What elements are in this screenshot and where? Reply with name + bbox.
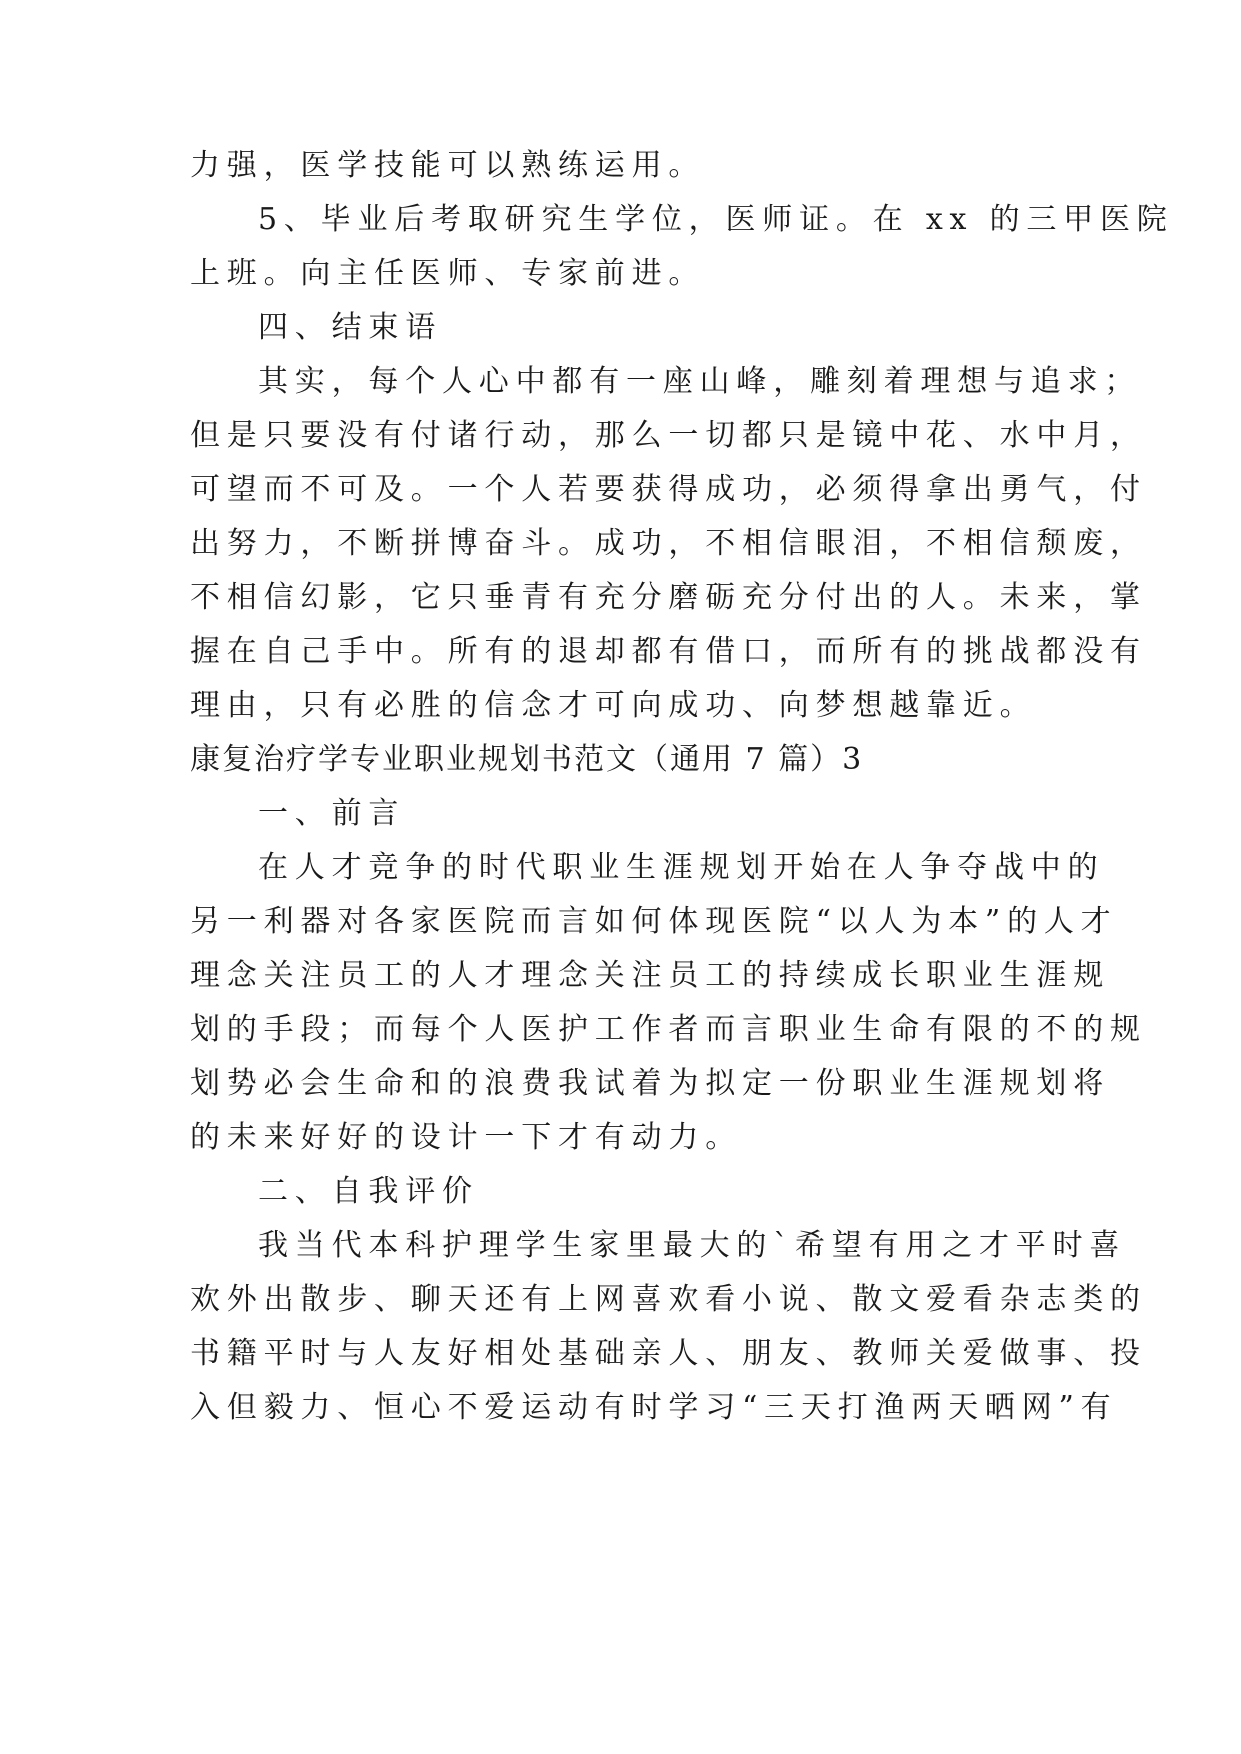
body-text-line: 握在自己手中。所有的退却都有借口，而所有的挑战都没有 — [190, 634, 1147, 669]
body-text-line: 在人才竞争的时代职业生涯规划开始在人争夺战中的 — [258, 850, 1105, 885]
body-text-line: 理念关注员工的人才理念关注员工的持续成长职业生涯规 — [190, 958, 1110, 993]
body-text-line: 我当代本科护理学生家里最大的`希望有用之才平时喜 — [258, 1228, 1127, 1263]
body-text-line: 出努力，不断拼博奋斗。成功，不相信眼泪，不相信颓废， — [190, 526, 1147, 561]
body-text-line: 但是只要没有付诸行动，那么一切都只是镜中花、水中月， — [190, 418, 1147, 453]
section-heading-self-evaluation: 二、自我评价 — [258, 1174, 479, 1209]
section-heading-preface: 一、前言 — [258, 796, 406, 831]
body-text-line: 欢外出散步、聊天还有上网喜欢看小说、散文爱看杂志类的 — [190, 1282, 1147, 1317]
body-text-line: 可望而不可及。一个人若要获得成功，必须得拿出勇气，付 — [190, 472, 1147, 507]
body-text-line: 划势必会生命和的浪费我试着为拟定一份职业生涯规划将 — [190, 1066, 1110, 1101]
section-heading-conclusion: 四、结束语 — [258, 310, 442, 345]
article-title: 康复治疗学专业职业规划书范文（通用 7 篇）3 — [190, 742, 864, 777]
list-item-5: 5、毕业后考取研究生学位，医师证。在 xx 的三甲医院 — [258, 202, 1174, 237]
body-text-line: 理由，只有必胜的信念才可向成功、向梦想越靠近。 — [190, 688, 1037, 723]
body-text-line: 书籍平时与人友好相处基础亲人、朋友、教师关爱做事、投 — [190, 1336, 1147, 1371]
body-text-line: 入但毅力、恒心不爱运动有时学习“三天打渔两天晒网”有 — [190, 1390, 1118, 1425]
body-text-line: 的未来好好的设计一下才有动力。 — [190, 1120, 742, 1155]
body-text-line: 其实，每个人心中都有一座山峰，雕刻着理想与追求； — [258, 364, 1142, 399]
body-text-line: 另一利器对各家医院而言如何体现医院“以人为本”的人才 — [190, 904, 1118, 939]
body-text-line: 不相信幻影，它只垂青有充分磨砺充分付出的人。未来，掌 — [190, 580, 1147, 615]
body-text-line: 上班。向主任医师、专家前进。 — [190, 256, 706, 291]
body-text-line: 力强，医学技能可以熟练运用。 — [190, 148, 706, 183]
body-text-line: 划的手段；而每个人医护工作者而言职业生命有限的不的规 — [190, 1012, 1147, 1047]
